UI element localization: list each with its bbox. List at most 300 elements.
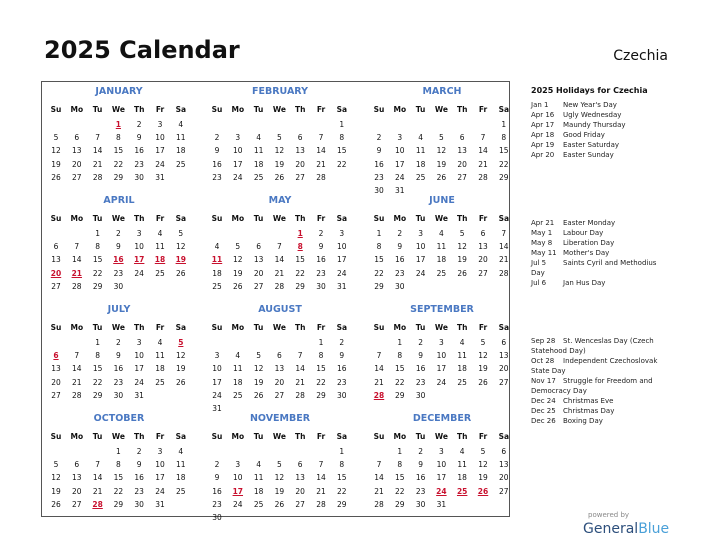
month-name: APRIL <box>103 195 135 206</box>
day-cell: 21 <box>316 159 326 169</box>
day-cell: 21 <box>92 159 103 169</box>
holiday-day-cell: 6 <box>53 351 59 361</box>
day-cell: 23 <box>415 377 426 387</box>
day-cell: 6 <box>297 460 303 470</box>
day-cell: 29 <box>92 390 103 400</box>
weekday-header: Mo <box>231 432 245 441</box>
weekday-header: Tu <box>415 214 426 223</box>
day-cell: 22 <box>92 268 103 278</box>
day-cell: 16 <box>113 364 124 374</box>
holiday-name: New Year's Day <box>563 101 617 109</box>
day-cell: 3 <box>214 351 220 361</box>
day-cell: 5 <box>178 229 184 238</box>
day-cell: 10 <box>436 351 447 361</box>
day-cell: 1 <box>116 447 121 456</box>
day-cell: 3 <box>439 447 444 456</box>
day-cell: 5 <box>277 460 282 470</box>
day-cell: 3 <box>235 460 241 470</box>
holiday-name: Christmas Eve <box>563 397 614 405</box>
weekday-header: Tu <box>253 323 264 332</box>
weekday-header: Su <box>373 432 385 441</box>
day-cell: 21 <box>374 377 384 387</box>
day-cell: 27 <box>478 268 488 278</box>
day-cell: 6 <box>53 242 59 252</box>
holiday-item <box>531 218 671 228</box>
day-cell: 12 <box>457 242 467 252</box>
day-cell: 18 <box>176 473 186 483</box>
day-cell: 23 <box>212 172 222 182</box>
day-cell: 9 <box>339 351 345 361</box>
weekday-header: Sa <box>175 323 187 332</box>
day-cell: 14 <box>295 364 305 374</box>
day-cell: 4 <box>214 242 220 252</box>
day-cell: 15 <box>337 473 347 483</box>
day-cell: 12 <box>274 473 285 483</box>
day-cell: 17 <box>337 255 347 265</box>
holiday-item <box>531 100 671 110</box>
day-cell: 14 <box>72 255 82 265</box>
day-cell: 27 <box>51 390 61 400</box>
day-cell: 9 <box>318 242 324 252</box>
day-cell: 23 <box>134 486 144 496</box>
day-cell: 21 <box>499 255 509 265</box>
day-cell: 9 <box>116 351 121 361</box>
day-cell: 24 <box>337 268 347 278</box>
weekday-header: Su <box>50 214 62 223</box>
day-cell: 29 <box>395 390 405 400</box>
day-cell: 2 <box>339 338 345 347</box>
day-cell: 24 <box>134 377 144 387</box>
day-cell: 19 <box>436 159 447 169</box>
holiday-date: Apr 16 <box>531 111 555 119</box>
day-cell: 31 <box>134 390 144 400</box>
day-cell: 3 <box>157 447 163 456</box>
holiday-item <box>531 376 671 396</box>
day-cell: 14 <box>92 473 103 483</box>
day-cell: 4 <box>256 460 261 470</box>
day-cell: 19 <box>478 473 488 483</box>
holiday-item <box>531 356 671 376</box>
day-cell: 4 <box>157 229 163 238</box>
day-cell: 16 <box>415 473 426 483</box>
day-cell: 6 <box>459 133 465 143</box>
day-cell: 6 <box>256 242 261 252</box>
day-cell: 10 <box>233 146 243 156</box>
day-cell: 16 <box>316 255 326 265</box>
day-cell: 31 <box>436 499 447 509</box>
holiday-date: Apr 21 <box>531 219 555 227</box>
day-cell: 19 <box>274 486 285 496</box>
weekday-header: Su <box>211 432 223 441</box>
weekday-header: We <box>111 105 125 114</box>
day-cell: 13 <box>274 364 285 374</box>
day-cell: 18 <box>155 364 165 374</box>
day-cell: 26 <box>51 172 61 182</box>
day-cell: 3 <box>339 229 345 238</box>
day-cell: 5 <box>480 338 486 347</box>
day-cell: 13 <box>253 255 264 265</box>
holiday-name: Boxing Day <box>563 417 603 425</box>
weekday-header: Mo <box>70 323 84 332</box>
day-cell: 15 <box>113 146 124 156</box>
day-cell: 25 <box>176 486 186 496</box>
day-cell: 4 <box>235 351 241 361</box>
holiday-day-cell: 20 <box>50 268 62 278</box>
day-cell: 7 <box>480 133 486 143</box>
day-cell: 30 <box>415 499 426 509</box>
day-cell: 8 <box>339 133 345 143</box>
weekday-header: Su <box>50 432 62 441</box>
day-cell: 28 <box>92 172 103 182</box>
day-cell: 30 <box>415 390 426 400</box>
day-cell: 30 <box>212 513 222 522</box>
day-cell: 22 <box>395 377 405 387</box>
weekday-header: Mo <box>70 214 84 223</box>
day-cell: 5 <box>277 133 282 143</box>
day-cell: 17 <box>212 377 222 387</box>
day-cell: 21 <box>274 268 285 278</box>
weekday-header: Mo <box>393 214 407 223</box>
day-cell: 24 <box>155 159 165 169</box>
day-cell: 18 <box>436 255 447 265</box>
day-cell: 29 <box>499 172 509 182</box>
day-cell: 24 <box>212 390 222 400</box>
day-cell: 13 <box>72 146 82 156</box>
day-cell: 5 <box>459 229 465 238</box>
day-cell: 14 <box>316 473 326 483</box>
day-cell: 31 <box>337 281 347 291</box>
day-cell: 22 <box>295 268 305 278</box>
day-cell: 30 <box>134 172 144 182</box>
holiday-name: Independent Czechoslovak State Day <box>531 357 658 375</box>
weekday-header: Fr <box>316 432 326 441</box>
day-cell: 8 <box>339 460 345 470</box>
day-cell: 27 <box>51 281 61 291</box>
day-cell: 28 <box>72 390 82 400</box>
day-cell: 8 <box>116 133 121 143</box>
day-cell: 25 <box>233 390 243 400</box>
day-cell: 1 <box>376 229 382 238</box>
weekday-header: Mo <box>70 432 84 441</box>
day-cell: 14 <box>274 255 285 265</box>
day-cell: 28 <box>374 499 384 509</box>
day-cell: 12 <box>436 146 447 156</box>
day-cell: 19 <box>51 159 61 169</box>
day-cell: 27 <box>274 390 285 400</box>
day-cell: 2 <box>376 133 382 143</box>
day-cell: 30 <box>337 390 347 400</box>
weekday-header: Fr <box>316 105 326 114</box>
day-cell: 22 <box>337 159 347 169</box>
day-cell: 18 <box>253 159 264 169</box>
holiday-date: May 1 <box>531 229 553 237</box>
day-cell: 1 <box>318 338 324 347</box>
weekday-header: Fr <box>478 323 488 332</box>
day-cell: 9 <box>418 460 423 470</box>
day-cell: 8 <box>376 242 382 252</box>
day-cell: 15 <box>499 146 509 156</box>
day-cell: 19 <box>274 159 285 169</box>
day-cell: 9 <box>214 473 220 483</box>
day-cell: 22 <box>316 377 326 387</box>
day-cell: 17 <box>395 159 405 169</box>
weekday-header: We <box>111 214 125 223</box>
page-title: 2025 Calendar <box>44 36 240 64</box>
weekday-header: Tu <box>253 105 264 114</box>
day-cell: 17 <box>134 364 144 374</box>
holidays-title: 2025 Holidays for Czechia <box>531 86 648 95</box>
day-cell: 7 <box>318 460 324 470</box>
weekday-header: Sa <box>498 323 510 332</box>
holiday-name: Liberation Day <box>563 239 615 247</box>
weekday-header: Fr <box>316 323 326 332</box>
holiday-day-cell: 8 <box>297 242 303 252</box>
weekday-header: Sa <box>336 323 348 332</box>
day-cell: 29 <box>316 390 326 400</box>
day-cell: 7 <box>95 460 100 470</box>
day-cell: 18 <box>415 159 426 169</box>
weekday-header: Mo <box>231 105 245 114</box>
holiday-name: Good Friday <box>563 131 605 139</box>
day-cell: 21 <box>478 159 488 169</box>
day-cell: 13 <box>51 364 61 374</box>
day-cell: 13 <box>295 473 305 483</box>
day-cell: 6 <box>297 133 303 143</box>
weekday-header: Fr <box>155 432 165 441</box>
day-cell: 13 <box>295 146 305 156</box>
day-cell: 3 <box>439 338 444 347</box>
day-cell: 28 <box>274 281 285 291</box>
day-cell: 26 <box>253 390 264 400</box>
holiday-day-cell: 17 <box>133 255 145 265</box>
day-cell: 14 <box>478 146 488 156</box>
holiday-date: Oct 28 <box>531 357 555 365</box>
holiday-date: Sep 28 <box>531 337 556 345</box>
brand-part-general: General <box>583 521 639 537</box>
day-cell: 9 <box>397 242 403 252</box>
month-name: JULY <box>107 304 131 315</box>
day-cell: 27 <box>295 499 305 509</box>
weekday-header: Sa <box>336 214 348 223</box>
holiday-item <box>531 406 671 416</box>
holiday-day-cell: 1 <box>297 229 303 238</box>
day-cell: 4 <box>439 229 444 238</box>
day-cell: 11 <box>415 146 426 156</box>
holiday-group <box>531 100 671 160</box>
weekday-header: Th <box>133 105 145 114</box>
holiday-day-cell: 24 <box>436 486 447 496</box>
weekday-header: Th <box>456 432 468 441</box>
day-cell: 2 <box>214 133 220 143</box>
day-cell: 24 <box>233 172 243 182</box>
day-cell: 16 <box>212 486 222 496</box>
day-cell: 18 <box>212 268 222 278</box>
weekday-header: Su <box>373 214 385 223</box>
day-cell: 9 <box>136 460 142 470</box>
day-cell: 16 <box>395 255 405 265</box>
day-cell: 20 <box>295 486 305 496</box>
day-cell: 11 <box>233 364 243 374</box>
day-cell: 31 <box>395 186 405 195</box>
weekday-header: Sa <box>336 432 348 441</box>
day-cell: 16 <box>415 364 426 374</box>
weekday-header: We <box>272 105 286 114</box>
day-cell: 1 <box>339 447 345 456</box>
weekday-header: We <box>434 432 448 441</box>
day-cell: 13 <box>499 460 509 470</box>
month-name: MARCH <box>422 86 462 97</box>
day-cell: 12 <box>233 255 243 265</box>
day-cell: 27 <box>72 172 82 182</box>
weekday-header: Sa <box>498 432 510 441</box>
holiday-day-cell: 5 <box>178 338 184 347</box>
day-cell: 9 <box>214 146 220 156</box>
day-cell: 4 <box>418 133 423 143</box>
holiday-date: May 8 <box>531 239 553 247</box>
day-cell: 2 <box>418 447 423 456</box>
day-cell: 10 <box>337 242 347 252</box>
weekday-header: Fr <box>155 105 165 114</box>
holiday-name: Saints Cyril and Methodius Day <box>531 259 657 277</box>
day-cell: 18 <box>457 473 467 483</box>
day-cell: 27 <box>457 172 467 182</box>
day-cell: 13 <box>457 146 467 156</box>
day-cell: 26 <box>51 499 61 509</box>
holiday-day-cell: 11 <box>211 255 223 265</box>
day-cell: 27 <box>72 499 82 509</box>
day-cell: 31 <box>155 172 165 182</box>
weekday-header: Tu <box>92 323 103 332</box>
day-cell: 30 <box>134 499 144 509</box>
weekday-header: Tu <box>415 105 426 114</box>
day-cell: 3 <box>235 133 241 143</box>
weekday-header: We <box>272 432 286 441</box>
weekday-header: Tu <box>415 432 426 441</box>
day-cell: 23 <box>134 159 144 169</box>
day-cell: 19 <box>51 486 61 496</box>
day-cell: 24 <box>395 172 405 182</box>
holiday-day-cell: 1 <box>115 120 121 129</box>
day-cell: 20 <box>478 255 488 265</box>
day-cell: 26 <box>457 268 467 278</box>
day-cell: 4 <box>459 338 465 347</box>
holiday-item <box>531 110 671 120</box>
day-cell: 31 <box>212 404 222 413</box>
day-cell: 16 <box>212 159 222 169</box>
day-cell: 3 <box>136 338 142 347</box>
day-cell: 5 <box>480 447 486 456</box>
day-cell: 11 <box>176 133 186 143</box>
holiday-date: Apr 20 <box>531 151 555 159</box>
day-cell: 30 <box>395 281 405 291</box>
holiday-day-cell: 19 <box>175 255 187 265</box>
day-cell: 20 <box>457 159 467 169</box>
weekday-header: Su <box>50 105 62 114</box>
holiday-name: Easter Sunday <box>563 151 614 159</box>
weekday-header: Sa <box>175 105 187 114</box>
weekday-header: Su <box>211 323 223 332</box>
day-cell: 30 <box>113 281 124 291</box>
day-cell: 9 <box>116 242 121 252</box>
day-cell: 17 <box>155 146 165 156</box>
month-name: OCTOBER <box>93 413 145 424</box>
day-cell: 6 <box>74 133 80 143</box>
day-cell: 11 <box>155 351 165 361</box>
day-cell: 19 <box>478 364 488 374</box>
day-cell: 4 <box>178 120 184 129</box>
day-cell: 24 <box>134 268 144 278</box>
holiday-item <box>531 336 671 356</box>
day-cell: 29 <box>295 281 305 291</box>
day-cell: 17 <box>155 473 165 483</box>
day-cell: 29 <box>395 499 405 509</box>
day-cell: 9 <box>376 146 382 156</box>
day-cell: 3 <box>418 229 423 238</box>
day-cell: 29 <box>337 499 347 509</box>
day-cell: 24 <box>415 268 426 278</box>
day-cell: 22 <box>92 377 103 387</box>
day-cell: 23 <box>374 172 384 182</box>
day-cell: 27 <box>253 281 264 291</box>
day-cell: 20 <box>499 364 509 374</box>
day-cell: 15 <box>113 473 124 483</box>
day-cell: 26 <box>436 172 447 182</box>
day-cell: 12 <box>478 351 488 361</box>
weekday-header: Mo <box>231 214 245 223</box>
holiday-item <box>531 228 671 238</box>
weekday-header: Th <box>133 323 145 332</box>
day-cell: 11 <box>253 473 264 483</box>
day-cell: 6 <box>480 229 486 238</box>
holiday-day-cell: 17 <box>232 486 244 496</box>
holiday-date: Apr 18 <box>531 131 555 139</box>
day-cell: 20 <box>295 159 305 169</box>
day-cell: 13 <box>51 255 61 265</box>
month-name: AUGUST <box>258 304 302 315</box>
day-cell: 14 <box>72 364 82 374</box>
day-cell: 20 <box>253 268 264 278</box>
day-cell: 18 <box>233 377 243 387</box>
holiday-item <box>531 278 671 288</box>
day-cell: 30 <box>316 281 326 291</box>
day-cell: 15 <box>92 364 103 374</box>
day-cell: 25 <box>212 281 222 291</box>
day-cell: 10 <box>395 146 405 156</box>
day-cell: 1 <box>95 229 100 238</box>
holiday-item <box>531 416 671 426</box>
day-cell: 10 <box>233 473 243 483</box>
calendar-grid <box>41 81 510 522</box>
day-cell: 2 <box>397 229 403 238</box>
weekday-header: Fr <box>478 214 488 223</box>
day-cell: 17 <box>415 255 426 265</box>
day-cell: 25 <box>253 499 264 509</box>
day-cell: 11 <box>253 146 264 156</box>
day-cell: 10 <box>155 460 165 470</box>
day-cell: 10 <box>155 133 165 143</box>
day-cell: 17 <box>436 473 447 483</box>
month-name: NOVEMBER <box>249 413 311 424</box>
day-cell: 6 <box>277 351 282 361</box>
weekday-header: Mo <box>393 105 407 114</box>
holiday-date: Nov 17 <box>531 377 556 385</box>
powered-by-label: powered by <box>588 511 630 519</box>
day-cell: 8 <box>318 351 324 361</box>
weekday-header: Mo <box>393 323 407 332</box>
day-cell: 2 <box>318 229 324 238</box>
day-cell: 18 <box>176 146 186 156</box>
day-cell: 8 <box>95 351 100 361</box>
